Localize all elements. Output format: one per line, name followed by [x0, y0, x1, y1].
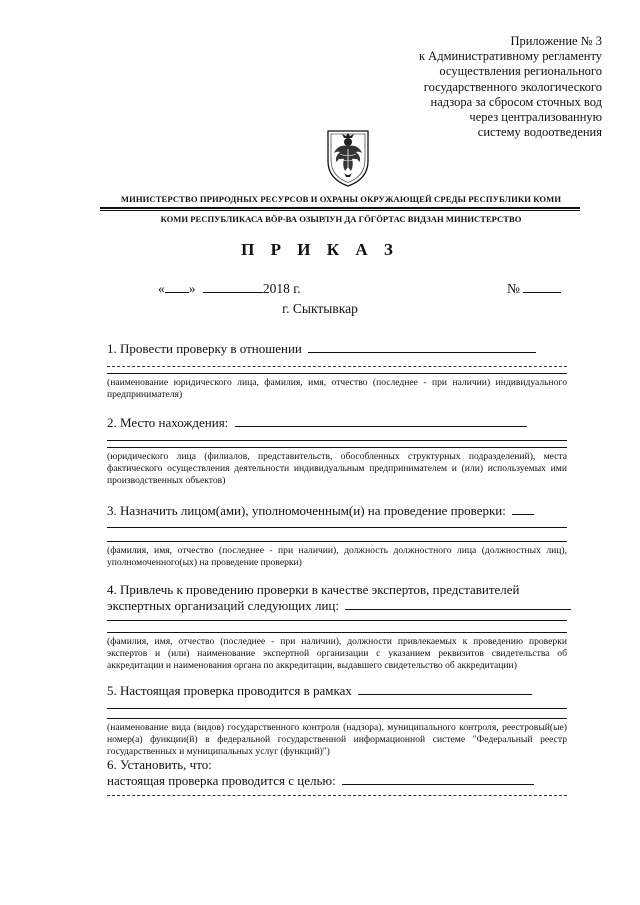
section-6-label: 6. Установить, что: [107, 757, 212, 772]
section-1-text: 1. Провести проверку в отношении [107, 341, 302, 356]
section-6-purpose [107, 772, 534, 789]
section-3-text: 3. Назначить лицом(ами), уполномоченным(и) на проведение проверки: [107, 503, 506, 518]
section-4-note: (фамилия, имя, отчество (последнее - при наличии), должности привлекаемых к проведению проверки экспертов и (или) наименование экспертной организации с указанием реквизитов свидетельства об аккредитации и наименования органа по аккредитации, выдавшего свидетельство об аккредитации) [107, 636, 567, 672]
order-number [507, 280, 561, 297]
section-5-line-2[interactable] [107, 708, 567, 709]
section-3-label [107, 502, 534, 519]
order-date [158, 280, 301, 297]
section-5-text: 5. Настоящая проверка проводится в рамках [107, 683, 352, 698]
city: г. Сыктывкар [282, 301, 358, 316]
section-3-underline [107, 541, 567, 542]
appendix-line: к Административному регламенту [418, 49, 602, 64]
section-6-line-2[interactable] [107, 795, 567, 796]
section-2-field[interactable] [235, 414, 527, 427]
section-3-note: (фамилия, имя, отчество (последнее - при наличии), должность должностного лица (должностных лиц), уполномоченного(ых) на проведение проверки) [107, 545, 567, 569]
date-year: 2018 г. [262, 281, 301, 296]
appendix-caption [342, 34, 602, 140]
section-3-field[interactable] [512, 502, 534, 515]
section-1-note: (наименование юридического лица, фамилия, имя, отчество (последнее - при наличии) индивидуального предпринимателя) [107, 377, 567, 401]
section-4-field[interactable] [345, 597, 571, 610]
section-5-note: (наименование вида (видов) государственного контроля (надзора), муниципального контроля, реестровый(ые) номер(а) функции(й) в федеральной государственной информационной системе "Федеральный реестр государственных и муниципальных услуг (функций)") [107, 722, 567, 758]
ministry-name-komi: КОМИ РЕСПУБЛИКАСА ВÖР-ВА ОЗЫРЛУН ДА ГÖГÖРТАС ВИДЗАН МИНИСТЕРСТВО [160, 214, 522, 224]
section-6-purpose-field[interactable] [342, 772, 534, 785]
section-1-field[interactable] [308, 340, 536, 353]
section-2-underline [107, 447, 567, 448]
date-day-field[interactable] [165, 280, 189, 293]
appendix-line: государственного экологического [423, 79, 602, 94]
appendix-line: через централизованную [469, 110, 602, 125]
section-1-extra-line[interactable] [107, 366, 567, 367]
section-5-field[interactable] [358, 682, 532, 695]
section-2-line-2[interactable] [107, 440, 567, 441]
document-title: П Р И К А З [241, 240, 399, 259]
number-sign: № [507, 281, 520, 296]
order-number-field[interactable] [523, 280, 561, 293]
section-1-label [107, 340, 536, 357]
section-2-label [107, 414, 527, 431]
header-rule-thin [100, 210, 580, 211]
section-6-purpose-text: настоящая проверка проводится с целью: [107, 773, 336, 788]
date-close-quote: » [188, 281, 196, 296]
section-4-label-1: 4. Привлечь к проведению проверки в качестве экспертов, представителей [107, 582, 520, 597]
section-5-underline [107, 718, 567, 719]
section-1-underline [107, 373, 567, 374]
section-4-underline [107, 632, 567, 633]
section-2-note: (юридического лица (филиалов, представительств, обособленных структурных подразделений), места фактического осуществления деятельности индивидуальным предпринимателем и (или) используемых ими производственных объектов) [107, 451, 567, 487]
section-4-line-2[interactable] [107, 620, 567, 621]
section-4-label-2 [107, 597, 571, 614]
ministry-name-ru: МИНИСТЕРСТВО ПРИРОДНЫХ РЕСУРСОВ И ОХРАНЫ ОКРУЖАЮЩЕЙ СРЕДЫ РЕСПУБЛИКИ КОМИ [120, 194, 562, 204]
section-2-text: 2. Место нахождения: [107, 415, 229, 430]
date-month-field[interactable] [203, 280, 263, 293]
coat-of-arms-icon [322, 127, 374, 189]
section-3-line-2[interactable] [107, 527, 567, 528]
appendix-line: надзора за сбросом сточных вод [430, 94, 602, 109]
date-open-quote: « [158, 281, 165, 296]
header-rule-thick [100, 207, 580, 209]
appendix-line: Приложение № 3 [510, 34, 602, 48]
appendix-line: осуществления регионального [439, 64, 602, 79]
appendix-line: систему водоотведения [477, 125, 602, 140]
section-4-text: экспертных организаций следующих лиц: [107, 598, 339, 613]
section-5-label [107, 682, 532, 699]
